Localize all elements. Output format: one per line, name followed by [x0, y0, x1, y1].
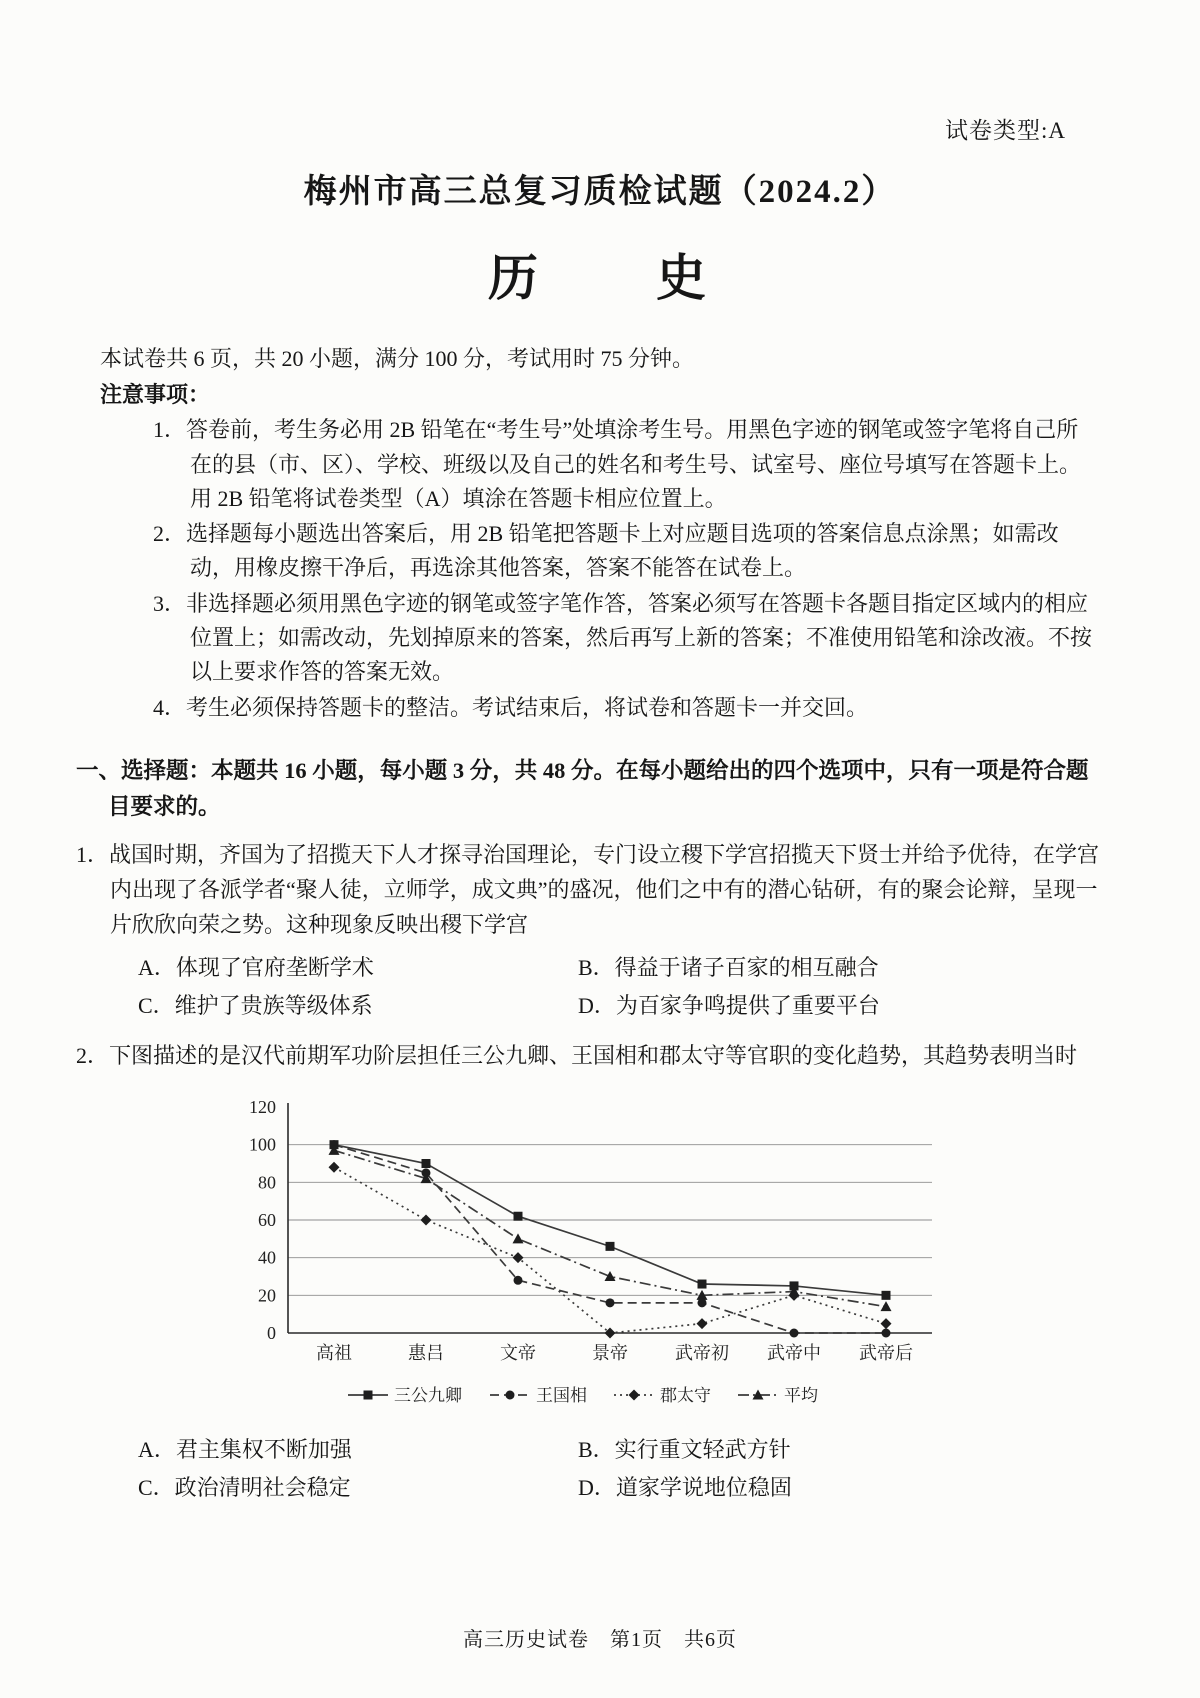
svg-text:平均: 平均	[784, 1385, 818, 1405]
svg-text:武帝中: 武帝中	[767, 1342, 821, 1363]
question-2-option-b: B．实行重文轻武方针	[578, 1436, 791, 1462]
svg-text:惠吕: 惠吕	[408, 1342, 444, 1363]
question-2-stem	[76, 1038, 1100, 1073]
svg-text:60: 60	[258, 1209, 276, 1230]
question-1-stem	[76, 837, 1100, 943]
svg-text:高祖: 高祖	[316, 1342, 352, 1363]
question-1-option-c: C．维护了贵族等级体系	[138, 993, 373, 1019]
trend-chart-svg	[206, 1089, 986, 1425]
question-2	[76, 1038, 1100, 1508]
subject-title: 历 史	[488, 250, 712, 306]
svg-text:郡太守: 郡太守	[660, 1385, 711, 1405]
question-1-text: 战国时期，齐国为了招揽天下人才探寻治国理论，专门设立稷下学宫招揽天下贤士并给予优待，在学宫内出现了各派学者“聚人徒，立师学，成文典”的盛况，他们之中有的潜心钻研，有的聚会论辩，呈现一片欣欣向荣之势。这种现象反映出稷下学宫	[109, 842, 1100, 938]
question-1-number: 1．	[76, 842, 110, 867]
svg-text:100: 100	[249, 1134, 276, 1155]
trend-chart	[206, 1089, 986, 1425]
question-1-option-d: D．为百家争鸣提供了重要平台	[578, 993, 880, 1019]
paper-type-label: 试卷类型:A	[945, 118, 1066, 143]
note-item-2: 2．选择题每小题选出答案后，用 2B 铅笔把答题卡上对应题目选项的答案信息点涂黑；如需改动，用橡皮擦干净后，再选涂其他答案，答案不能答在试卷上。	[153, 521, 1059, 581]
question-1-options	[76, 949, 1100, 1026]
question-2-number: 2．	[76, 1042, 110, 1068]
svg-text:120: 120	[249, 1096, 276, 1117]
svg-text:景帝: 景帝	[592, 1342, 628, 1363]
question-2-option-a: A．君主集权不断加强	[138, 1436, 352, 1462]
note-item-4: 4．考生必须保持答题卡的整洁。考试结束后，将试卷和答题卡一并交回。	[153, 694, 869, 720]
svg-text:王国相: 王国相	[536, 1385, 587, 1405]
svg-text:80: 80	[258, 1172, 276, 1193]
svg-text:武帝后: 武帝后	[859, 1342, 913, 1363]
exam-summary: 本试卷共 6 页，共 20 小题，满分 100 分，考试用时 75 分钟。	[100, 346, 695, 371]
svg-text:0: 0	[267, 1322, 276, 1343]
question-1-option-a: A．体现了官府垄断学术	[138, 954, 374, 980]
note-item-3: 3．非选择题必须用黑色字迹的钢笔或签字笔作答，答案必须写在答题卡各题目指定区域内的相应位置上；如需改动，先划掉原来的答案，然后再写上新的答案；不准使用铅笔和涂改液。不按以上要求作答的答案无效。	[153, 590, 1093, 685]
question-2-option-d: D．道家学说地位稳固	[578, 1475, 792, 1501]
question-2-options	[76, 1431, 1100, 1508]
svg-text:20: 20	[258, 1285, 276, 1306]
note-item-1: 1．答卷前，考生务必用 2B 铅笔在“考生号”处填涂考生号。用黑色字迹的钢笔或签字笔将自己所在的县（市、区）、学校、班级以及自己的姓名和考生号、试室号、座位号填写在答题卡上。用 2B 铅笔将试卷类型（A）填涂在答题卡相应位置上。	[153, 417, 1082, 511]
svg-text:武帝初: 武帝初	[675, 1342, 729, 1363]
section-heading: 一、选择题：本题共 16 小题，每小题 3 分，共 48 分。在每小题给出的四个选项中，只有一项是符合题目要求的。	[76, 758, 1089, 819]
svg-text:三公九卿: 三公九卿	[394, 1385, 462, 1405]
notes-title: 注意事项：	[100, 382, 211, 408]
exam-title: 梅州市高三总复习质检试题（2024.2）	[303, 174, 897, 210]
question-2-option-c: C．政治清明社会稳定	[138, 1475, 351, 1501]
question-1	[76, 837, 1100, 1026]
page-footer: 高三历史试卷 第1页 共6页	[463, 1629, 737, 1651]
question-1-option-b: B．得益于诸子百家的相互融合	[578, 954, 879, 980]
question-2-text: 下图描述的是汉代前期军功阶层担任三公九卿、王国相和郡太守等官职的变化趋势，其趋势表明当时	[109, 1042, 1078, 1068]
svg-text:文帝: 文帝	[500, 1342, 536, 1363]
svg-text:40: 40	[258, 1247, 276, 1268]
